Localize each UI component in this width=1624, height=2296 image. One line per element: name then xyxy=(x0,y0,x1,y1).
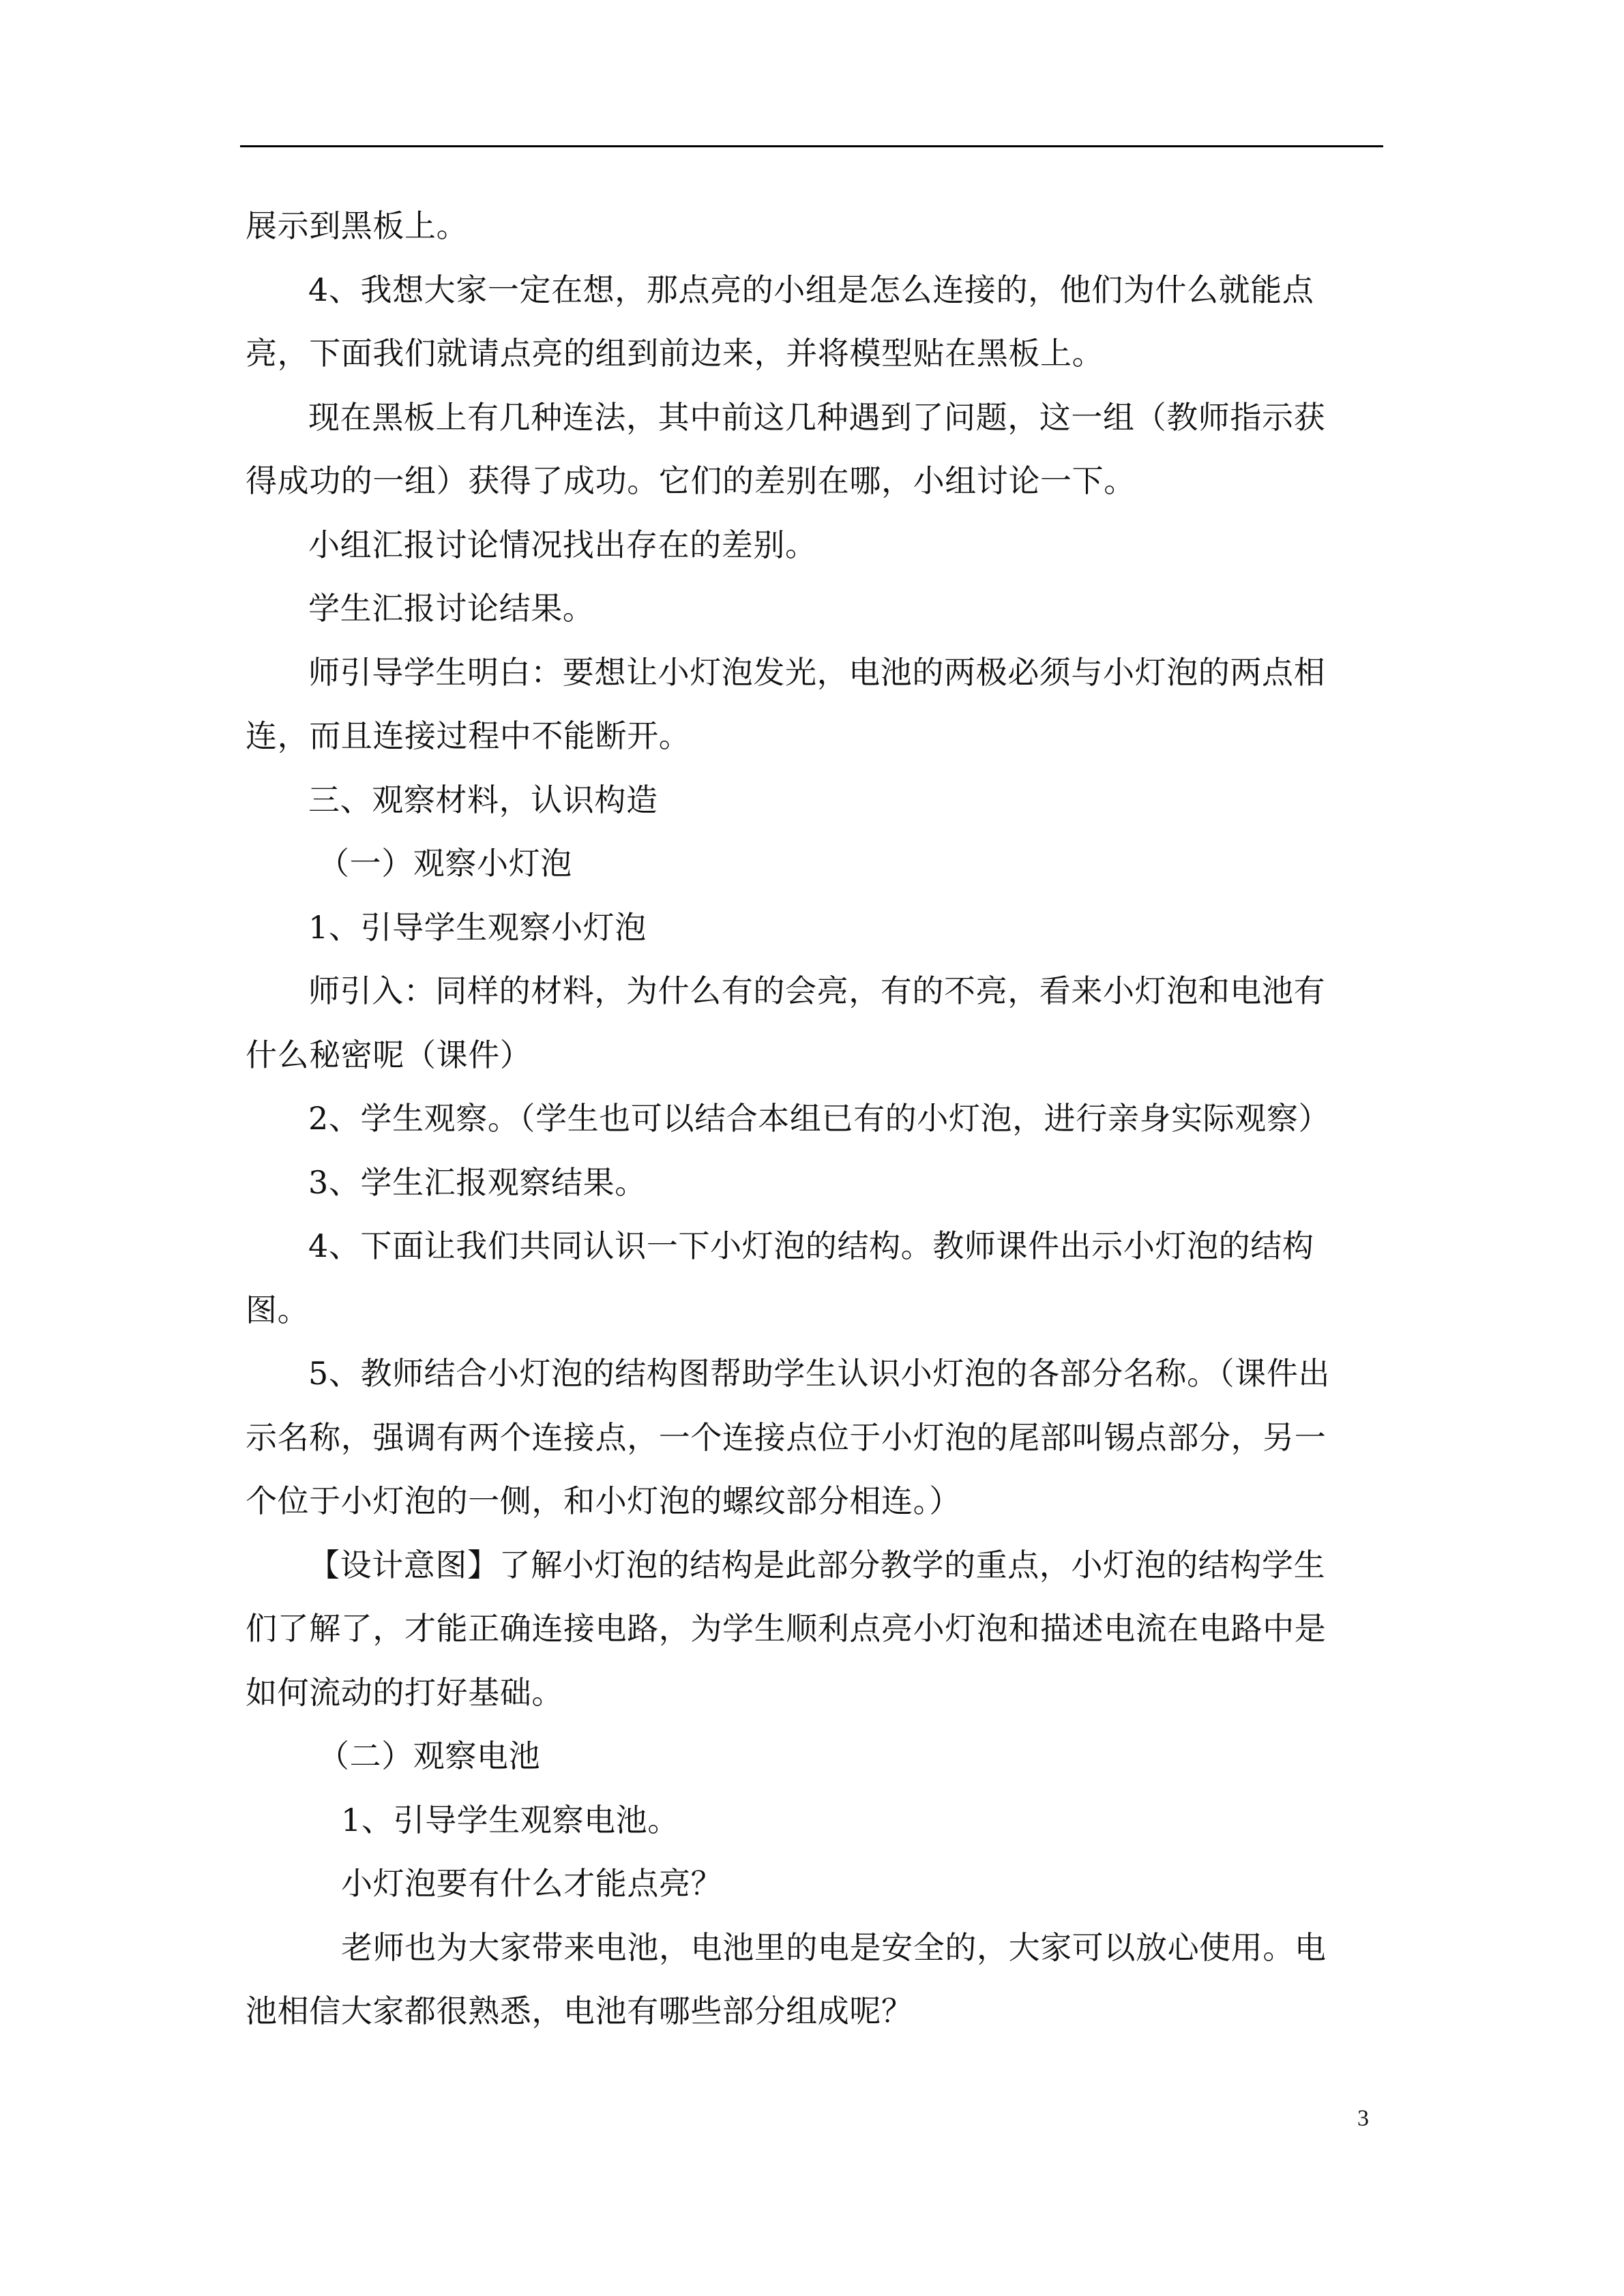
header-rule xyxy=(240,145,1383,147)
text-line: 4、我想大家一定在想，那点亮的小组是怎么连接的，他们为什么就能点 xyxy=(308,271,1314,308)
text-line: 1、引导学生观察小灯泡 xyxy=(308,908,647,946)
text-line: 5、教师结合小灯泡的结构图帮助学生认识小灯泡的各部分名称。（课件出 xyxy=(308,1355,1331,1392)
text-line: 师引导学生明白：要想让小灯泡发光，电池的两极必须与小灯泡的两点相 xyxy=(308,653,1326,691)
page-number: 3 xyxy=(1357,2106,1369,2131)
text-line: 得成功的一组）获得了成功。它们的差别在哪，小组讨论一下。 xyxy=(246,462,1136,499)
text-line: 1、引导学生观察电池。 xyxy=(341,1801,679,1838)
text-line: 什么秘密呢（课件） xyxy=(246,1036,532,1073)
text-line: 现在黑板上有几种连法，其中前这几种遇到了问题，这一组（教师指示获 xyxy=(308,398,1326,436)
text-line: 3、学生汇报观察结果。 xyxy=(308,1163,647,1201)
subsection-heading: （二）观察电池 xyxy=(318,1738,541,1774)
text-line: 如何流动的打好基础。 xyxy=(246,1673,563,1711)
text-line: 连，而且连接过程中不能断开。 xyxy=(246,717,691,754)
text-line: 老师也为大家带来电池，电池里的电是安全的，大家可以放心使用。电 xyxy=(341,1928,1327,1966)
text-line: 示名称，强调有两个连接点，一个连接点位于小灯泡的尾部叫锡点部分，另一 xyxy=(246,1418,1327,1456)
text-line: 4、下面让我们共同认识一下小灯泡的结构。教师课件出示小灯泡的结构 xyxy=(308,1227,1314,1264)
section-heading: 三、观察材料，认识构造 xyxy=(308,781,658,818)
body-text xyxy=(246,194,1381,2044)
text-line: 2、学生观察。（学生也可以结合本组已有的小灯泡，进行亲身实际观察） xyxy=(308,1100,1331,1137)
text-line: 个位于小灯泡的一侧，和小灯泡的螺纹部分相连。） xyxy=(246,1482,961,1519)
subsection-heading: （一）观察小灯泡 xyxy=(318,845,572,882)
design-intent-line: 【设计意图】了解小灯泡的结构是此部分教学的重点，小灯泡的结构学生 xyxy=(308,1546,1326,1583)
text-line: 池相信大家都很熟悉，电池有哪些部分组成呢？ xyxy=(246,1993,913,2029)
text-line: 小组汇报讨论情况找出存在的差别。 xyxy=(308,526,817,563)
text-line: 们了解了，才能正确连接电路，为学生顺利点亮小灯泡和描述电流在电路中是 xyxy=(246,1610,1327,1647)
text-line: 图。 xyxy=(246,1291,310,1328)
text-line: 小灯泡要有什么才能点亮？ xyxy=(341,1865,723,1902)
text-line: 展示到黑板上。 xyxy=(246,207,469,244)
text-line: 师引入：同样的材料，为什么有的会亮，有的不亮，看来小灯泡和电池有 xyxy=(308,972,1326,1009)
text-line: 学生汇报讨论结果。 xyxy=(308,590,595,627)
text-line: 亮，下面我们就请点亮的组到前边来，并将模型贴在黑板上。 xyxy=(246,335,1104,372)
